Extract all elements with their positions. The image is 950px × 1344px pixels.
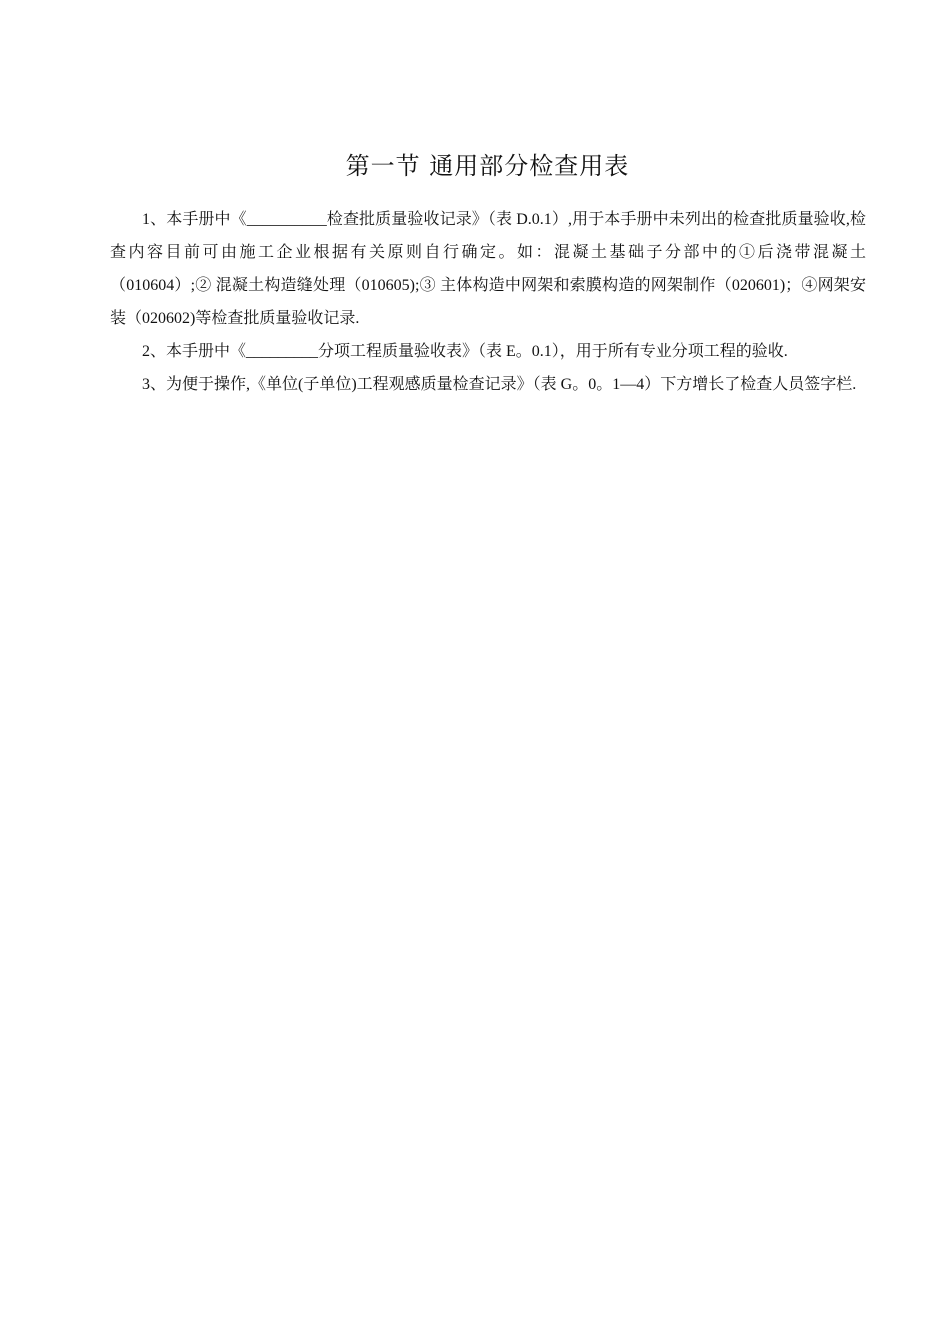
paragraph-2: 2、本手册中《_________分项工程质量验收表》（表 E。0.1），用于所有专业分项工程的验收. (142, 343, 788, 360)
document-body (110, 203, 866, 401)
section-title: 第一节 通用部分检查用表 (345, 152, 630, 180)
paragraph-3: 3、为便于操作,《单位(子单位)工程观感质量检查记录》（表 G。0。1—4）下方增长了检查人员签字栏. (142, 376, 857, 393)
paragraph-1: 1、本手册中《__________检查批质量验收记录》（表 D.0.1）,用于本手册中未列出的检查批质量验收,检查内容目前可由施工企业根据有关原则自行确定。如：混凝土基础子分部中的①后浇带混凝土（010604）;② 混凝土构造缝处理（010605);③ 主体构造中网架和索膜构造的网架制作（020601)；④网架安装（020602)等检查批质量验收记录. (110, 211, 866, 327)
